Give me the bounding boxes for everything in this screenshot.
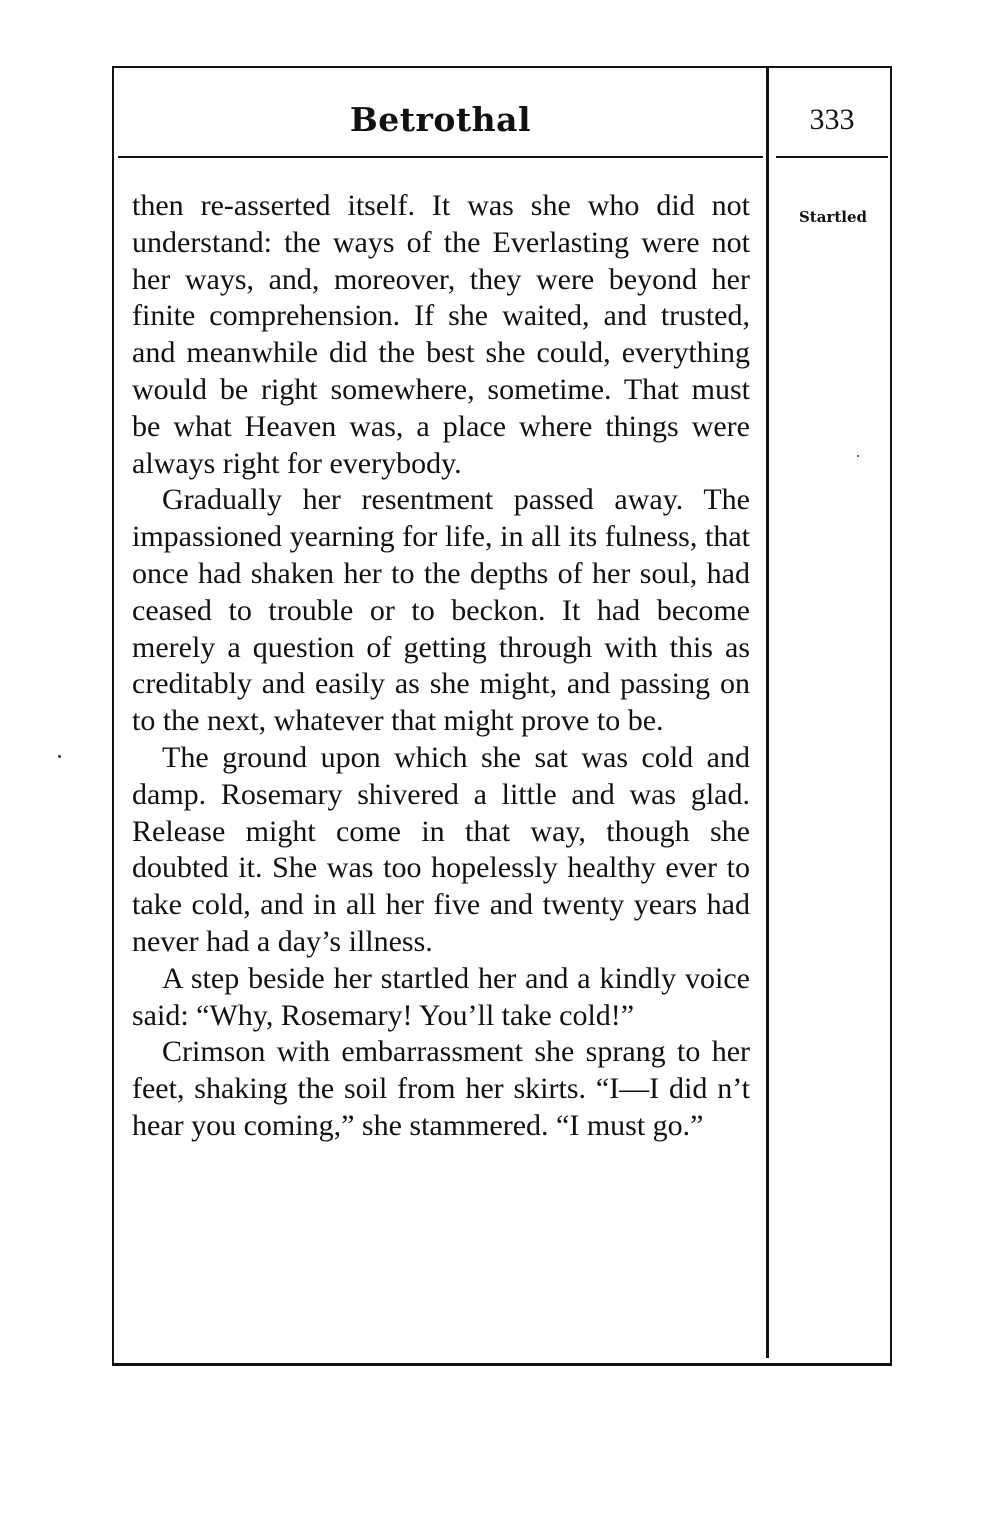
- running-title: Betrothal: [349, 100, 532, 139]
- column-divider: [766, 68, 769, 1358]
- page-number: 333: [809, 103, 855, 136]
- scan-speck: [58, 755, 61, 758]
- paragraph: A step beside her startled her and a kindly voice said: “Why, Rosemary! You’ll take cold!”: [132, 961, 750, 1032]
- paragraph: The ground upon which she sat was cold and damp. Rosemary shivered a little and was glad. Release might come in that way, though she doubted it. She was too hopelessly healthy ever to take cold, and in all her five and twenty years had never had a day’s illness.: [132, 740, 750, 958]
- margin-note: Startled: [798, 208, 868, 226]
- paragraph: Gradually her resentment passed away. The impassioned yearning for life, in all its fulness, that once had shaken her to the depths of her soul, had ceased to trouble or to beckon. It had become merely a question of getting through with this as creditably and easily as she might, and passing on to the next, whatever that might prove to be.: [132, 483, 750, 738]
- scan-speck: [857, 455, 859, 457]
- body-text: [132, 188, 750, 1145]
- paragraph: then re-asserted itself. It was she who did not understand: the ways of the Everlasting were not her ways, and, moreover, they were beyond her finite comprehension. If she waited, and trusted, and meanwhile did the best she could, everything would be right somewhere, sometime. That must be what Heaven was, a place where things were always right for everybody.: [132, 189, 750, 480]
- paragraph: Crimson with embarrassment she sprang to her feet, shaking the soil from her skirts. “I—I did n’t hear you coming,” she stammered. “I must go.”: [132, 1035, 750, 1142]
- margin-header-rule: [776, 156, 888, 158]
- header-rule: [118, 156, 763, 158]
